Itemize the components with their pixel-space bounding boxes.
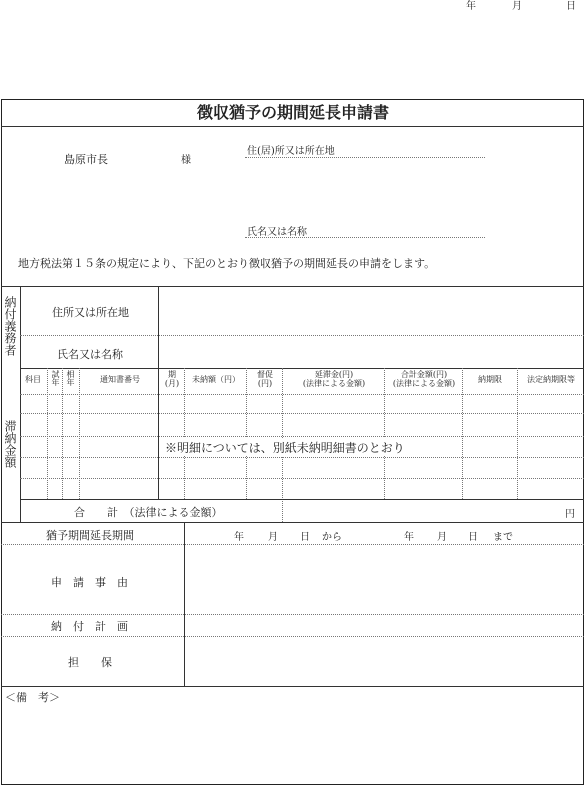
ext-from-word: から bbox=[322, 532, 342, 543]
grid-col bbox=[62, 368, 63, 499]
grid-row bbox=[20, 394, 584, 395]
arrears-section-label: 滞納金額 bbox=[3, 420, 17, 468]
intro-text: 地方税法第１５条の規定により、下記のとおり徴収猶予の期間延長の申請をします。 bbox=[18, 257, 436, 270]
left-column-rule bbox=[20, 286, 21, 522]
ext-from-year: 年 bbox=[234, 532, 244, 543]
lower-row-rule bbox=[1, 544, 584, 545]
section-rule bbox=[1, 522, 584, 523]
collateral-label: 担 保 bbox=[68, 656, 112, 669]
date-month: 月 bbox=[512, 1, 522, 12]
header-relevant-year: 相年 bbox=[66, 370, 75, 386]
addressee-city: 島原市長 bbox=[64, 153, 108, 166]
grid-col bbox=[462, 368, 463, 499]
header-tax-year: 試年 bbox=[51, 370, 60, 386]
grid-row bbox=[20, 499, 584, 500]
sum-label: 合 計 （法律による金額） bbox=[74, 506, 223, 519]
date-day: 日 bbox=[566, 1, 576, 12]
reason-label: 申 請 事 由 bbox=[51, 576, 128, 589]
grid-row bbox=[20, 478, 584, 479]
header-notice-no: 通知書番号 bbox=[100, 375, 140, 384]
applicant-name-line[interactable] bbox=[245, 237, 485, 238]
grid-col bbox=[158, 368, 159, 499]
lower-value-rule bbox=[184, 522, 185, 686]
taxpayer-value-rule bbox=[158, 286, 159, 368]
ext-to-month: 月 bbox=[437, 532, 447, 543]
grid-col bbox=[246, 368, 247, 499]
taxpayer-name-label: 氏名又は名称 bbox=[57, 348, 123, 361]
grid-col bbox=[517, 368, 518, 499]
ext-to-day: 日 bbox=[468, 532, 478, 543]
grid-col bbox=[47, 368, 48, 499]
lower-row-rule bbox=[1, 686, 584, 687]
ext-to-word: まで bbox=[493, 532, 513, 543]
ext-from-day: 日 bbox=[300, 532, 310, 543]
extension-label: 猶予期間延長期間 bbox=[46, 529, 134, 542]
arrears-top-rule bbox=[20, 368, 584, 369]
grid-col bbox=[384, 368, 385, 499]
ext-from-month: 月 bbox=[268, 532, 278, 543]
taxpayer-top-rule bbox=[1, 286, 584, 287]
addressee-honorific: 様 bbox=[181, 155, 191, 166]
taxpayer-section-label: 納付義務者 bbox=[3, 296, 17, 356]
sum-yen: 円 bbox=[565, 509, 575, 520]
header-reminder: 督促 (円) bbox=[257, 370, 273, 388]
applicant-address-line[interactable] bbox=[245, 157, 485, 158]
grid-row bbox=[20, 436, 584, 437]
applicant-address-label: 住(居)所又は所在地 bbox=[247, 146, 335, 157]
grid-col bbox=[184, 368, 185, 499]
ext-to-year: 年 bbox=[404, 532, 414, 543]
header-due-date: 納期限 bbox=[478, 375, 502, 384]
plan-label: 納 付 計 画 bbox=[51, 620, 128, 633]
header-item: 科目 bbox=[25, 375, 41, 384]
date-year: 年 bbox=[466, 1, 476, 12]
grid-row bbox=[20, 413, 584, 414]
grid-row bbox=[20, 457, 584, 458]
form-title: 徴収猶予の期間延長申請書 bbox=[196, 103, 389, 122]
lower-row-rule bbox=[1, 636, 584, 637]
header-late-fee: 延滞金(円) (法律による金額) bbox=[302, 370, 366, 388]
remarks-label: ＜備 考＞ bbox=[5, 691, 60, 704]
title-divider bbox=[1, 126, 584, 127]
header-legal-due: 法定納期限等 bbox=[527, 375, 575, 384]
lower-row-rule bbox=[1, 614, 584, 615]
details-note: ※明細については、別紙未納明細書のとおり bbox=[165, 441, 405, 455]
header-total: 合計金額(円) (法律による金額) bbox=[392, 370, 456, 388]
header-period: 期 (月) bbox=[164, 370, 180, 388]
grid-col bbox=[79, 368, 80, 499]
taxpayer-mid-rule bbox=[20, 335, 584, 336]
applicant-name-label: 氏名又は名称 bbox=[247, 227, 307, 238]
header-unpaid: 未納額（円） bbox=[192, 375, 240, 384]
taxpayer-address-label: 住所又は所在地 bbox=[52, 306, 129, 319]
